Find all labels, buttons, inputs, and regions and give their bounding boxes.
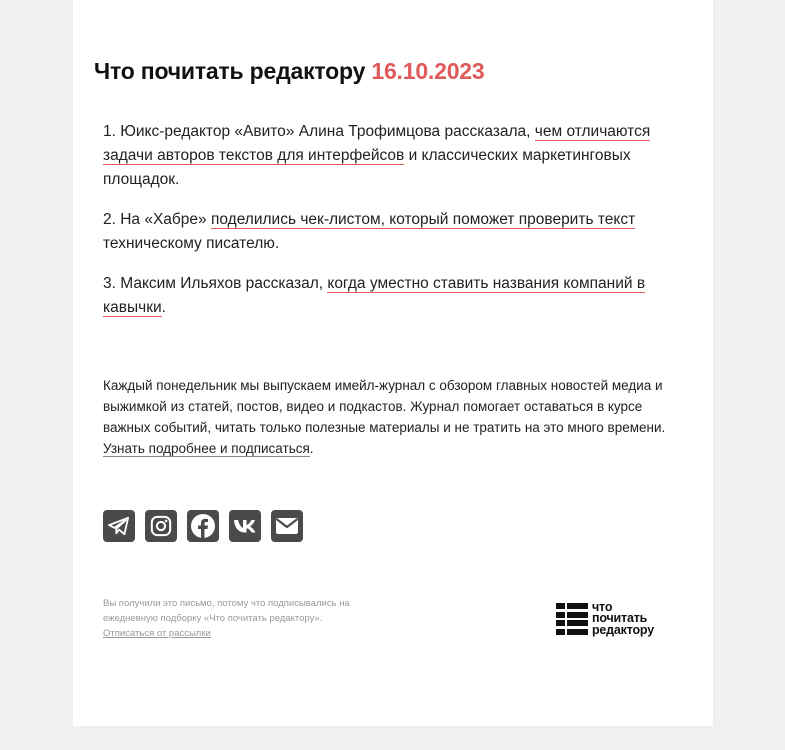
list-item: 3. Максим Ильяхов рассказал, когда уместно ставить названия компаний в кавычки. [103, 275, 646, 316]
unsubscribe-link[interactable]: Отписаться от рассылки [103, 628, 211, 639]
logo-text: что почитать редактору [592, 599, 654, 637]
vk-icon[interactable] [229, 510, 261, 542]
page-title [94, 58, 485, 85]
item-link-3[interactable]: когда уместно ставить названия компаний в кавычки [103, 275, 646, 316]
social-links [103, 510, 303, 542]
email-icon[interactable] [271, 510, 303, 542]
news-list [103, 120, 678, 336]
logo [556, 601, 686, 637]
footer-notice: Вы получили это письмо, потому что подписывались на ежедневную подборку «Что почитать редактору». Отписаться от рассылки [103, 598, 350, 639]
instagram-icon[interactable] [145, 510, 177, 542]
title-text: Что почитать редактору [94, 58, 366, 84]
newsletter-card [73, 0, 713, 726]
item-link-2[interactable]: поделились чек-листом, который поможет проверить текст [210, 211, 636, 228]
item-link-1[interactable]: чем отличаются задачи авторов текстов для интерфейсов [103, 123, 651, 164]
telegram-icon[interactable] [103, 510, 135, 542]
about-text: Каждый понедельник мы выпускаем имейл-журнал с обзором главных новостей медиа и выжимкой из статей, постов, видео и подкастов. Журнал помогает оставаться в курсе важных событий, читать только полезные материалы и не тратить на это много времени. Узнать подробнее и подписаться. [103, 378, 666, 456]
issue-date: 16.10.2023 [371, 58, 485, 84]
logo-mark-icon [556, 603, 588, 635]
subscribe-link[interactable]: Узнать подробнее и подписаться [103, 441, 310, 456]
list-item: 2. На «Хабре» поделились чек-листом, который поможет проверить текст техническому писателю. [103, 211, 636, 252]
list-item: 1. Юикс-редактор «Авито» Алина Трофимцова рассказала, чем отличаются задачи авторов текстов для интерфейсов и классических маркетинговых площадок. [103, 123, 651, 188]
facebook-icon[interactable] [187, 510, 219, 542]
